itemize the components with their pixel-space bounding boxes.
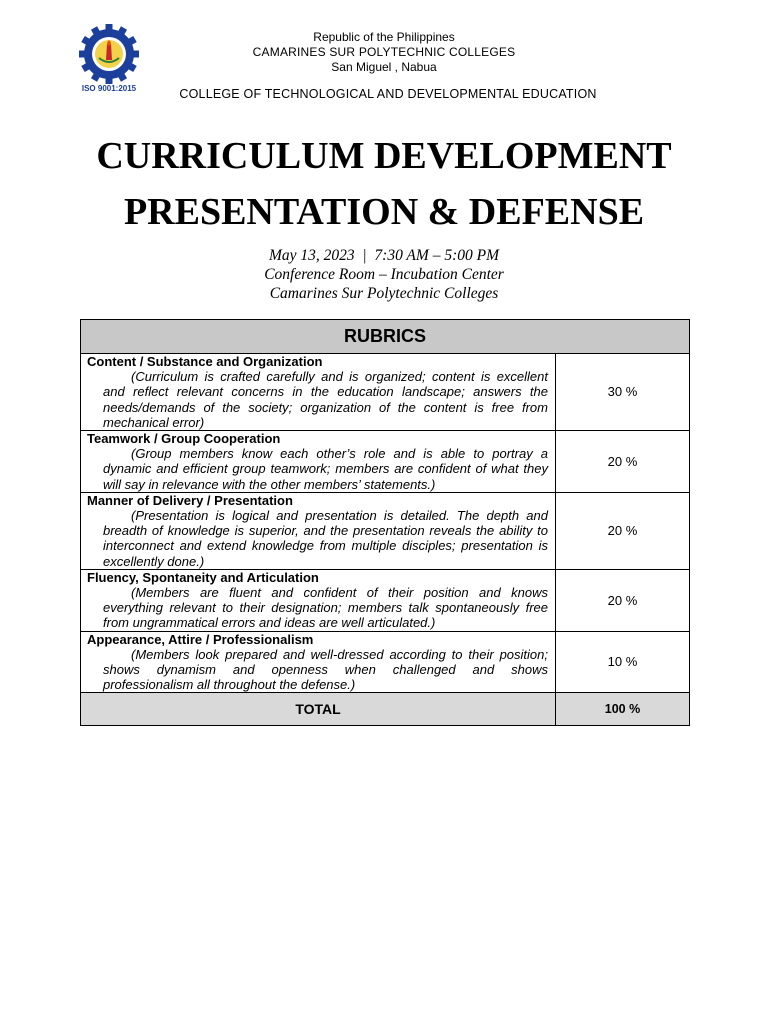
criterion-description: (Members look prepared and well-dressed according to their position; shows dynamism and openness when challenged and shows professionalism all throughout the defense.) <box>103 646 548 693</box>
total-value: 100 % <box>556 693 690 726</box>
criterion-row <box>81 569 690 631</box>
total-label: TOTAL <box>81 693 556 726</box>
criterion-title: Teamwork / Group Cooperation <box>87 431 281 447</box>
criterion-description: (Members are fluent and confident of their position and knows everything relevant to their designation; members talk spontaneously free from ungrammatical errors and ideas are well articulated.) <box>103 585 548 631</box>
college-name: COLLEGE OF TECHNOLOGICAL AND DEVELOPMENTAL EDUCATION <box>179 87 597 101</box>
republic-line: Republic of the Philippines <box>313 30 455 44</box>
school-name: CAMARINES SUR POLYTECHNIC COLLEGES <box>252 45 516 59</box>
criterion-weight: 10 % <box>556 631 690 693</box>
event-datetime: May 13, 2023 | 7:30 AM – 5:00 PM <box>269 247 499 264</box>
rubrics-table <box>80 319 690 726</box>
criterion-weight: 20 % <box>556 431 690 493</box>
svg-text:ISO 9001:2015: ISO 9001:2015 <box>81 84 137 93</box>
criterion-title: Fluency, Spontaneity and Articulation <box>87 569 319 585</box>
criterion-description: (Group members know each other’s role and is able to portray a dynamic and efficient group teamwork; members are confident of what they will say in relevance with the other members’ statements.) <box>103 446 548 492</box>
page-title-line1: CURRICULUM DEVELOPMENT <box>96 135 672 177</box>
criterion-title: Appearance, Attire / Professionalism <box>87 631 314 647</box>
criterion-weight: 30 % <box>556 354 690 431</box>
criterion-row <box>81 492 690 569</box>
criterion-description: (Curriculum is crafted carefully and is organized; content is excellent and reflect relevant concerns in the education landscape; answers the needs/demands of the society; organization of the content is free from mechanical error) <box>103 369 548 430</box>
event-venue: Conference Room – Incubation Center <box>264 266 504 283</box>
criterion-row <box>81 354 690 431</box>
school-location: San Miguel , Nabua <box>331 60 437 74</box>
page-title-line2: PRESENTATION & DEFENSE <box>123 191 645 233</box>
criterion-title: Manner of Delivery / Presentation <box>87 492 293 508</box>
criterion-description: (Presentation is logical and presentation is detailed. The depth and breadth of knowledge is superior, and the presentation reveals the ability to interconnect and extend knowledge from multiple disciples; presentation is excellently done.) <box>103 508 548 569</box>
event-institution: Camarines Sur Polytechnic Colleges <box>269 285 499 302</box>
rubrics-header-row <box>81 320 690 354</box>
criterion-row <box>81 631 690 693</box>
rubrics-heading: RUBRICS <box>81 320 690 354</box>
criterion-title: Content / Substance and Organization <box>87 354 323 369</box>
event-details <box>0 246 768 303</box>
institution-header <box>0 30 768 75</box>
criterion-weight: 20 % <box>556 569 690 631</box>
criterion-row <box>81 431 690 493</box>
criterion-weight: 20 % <box>556 492 690 569</box>
total-row <box>81 693 690 726</box>
